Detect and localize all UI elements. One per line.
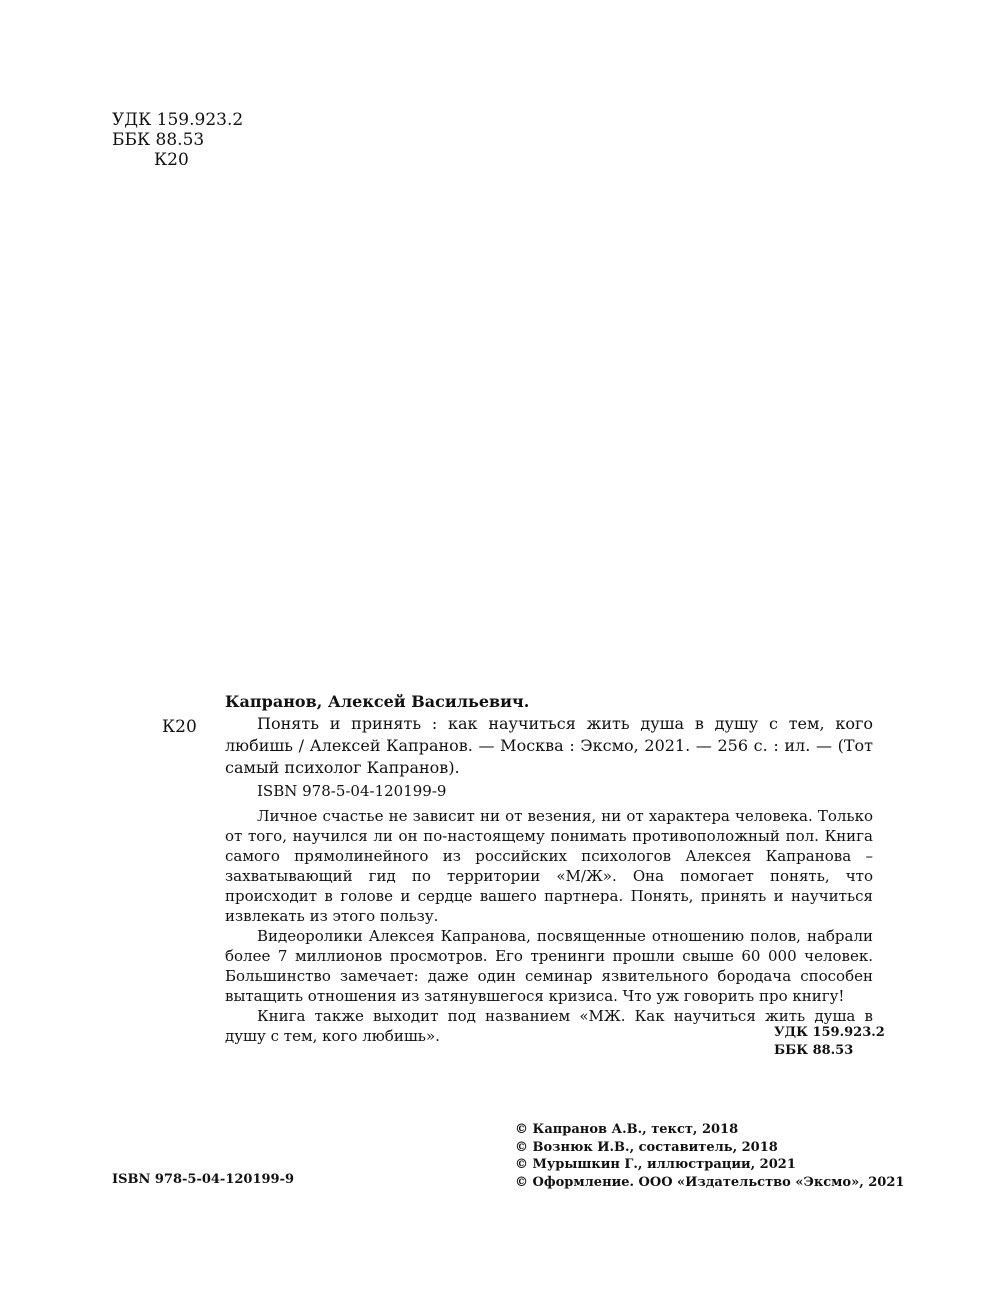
top-classification-codes xyxy=(112,110,243,170)
copyright-line: © Вознюк И.В., составитель, 2018 xyxy=(515,1139,778,1155)
copyright-line: © Оформление. ООО «Издательство «Эксмо», 2021 xyxy=(515,1174,905,1190)
bottom-isbn: ISBN 978-5-04-120199-9 xyxy=(112,1172,295,1187)
catalog-card-description xyxy=(225,713,873,779)
annotation xyxy=(225,806,873,1046)
annotation-paragraph: Видеоролики Алексея Капранова, посвященные отношению полов, набрали более 7 миллионов просмотров. Его тренинги прошли свыше 60 000 человек. Большинство замечает: даже один семинар язвительного бородача способен вытащить отношения из затянувшегося кризиса. Что уж говорить про книгу! xyxy=(225,927,873,1005)
copyright-block xyxy=(515,1121,904,1191)
top-udk-code: УДК 159.923.2 xyxy=(112,110,244,130)
annotation-paragraph: Книга также выходит под названием «МЖ. Как научиться жить душа в душу с тем, кого любишь». xyxy=(225,1007,873,1045)
catalog-card-author-heading: Капранов, Алексей Васильевич. xyxy=(225,692,530,711)
bibliographic-description: Понять и принять : как научиться жить душа в душу с тем, кого любишь / Алексей Капранов. — Москва : Эксмо, 2021. — 256 с. : ил. — (Тот самый психолог Капранов). xyxy=(225,714,873,777)
copyright-line: © Мурышкин Г., иллюстрации, 2021 xyxy=(515,1157,796,1172)
top-bbk-code: ББК 88.53 xyxy=(112,130,205,150)
catalog-card-author-mark: К20 xyxy=(162,717,197,737)
catalog-card-isbn: ISBN 978-5-04-120199-9 xyxy=(257,782,447,800)
bottom-classification-codes xyxy=(774,1024,885,1060)
bottom-udk-code: УДК 159.923.2 xyxy=(774,1025,885,1040)
annotation-paragraph: Личное счастье не зависит ни от везения, ни от характера человека. Только от того, научился ли он по-настоящему понимать противоположный пол. Книга самого прямолинейного из российских психологов Алексея Капранова – захватывающий гид по территории «М/Ж». Она помогает понять, что происходит в голове и сердце вашего партнера. Понять, принять и научиться извлекать из этого пользу. xyxy=(225,807,873,925)
top-author-mark: К20 xyxy=(154,150,189,170)
copyright-line: © Капранов А.В., текст, 2018 xyxy=(515,1122,739,1137)
bottom-bbk-code: ББК 88.53 xyxy=(774,1043,854,1058)
